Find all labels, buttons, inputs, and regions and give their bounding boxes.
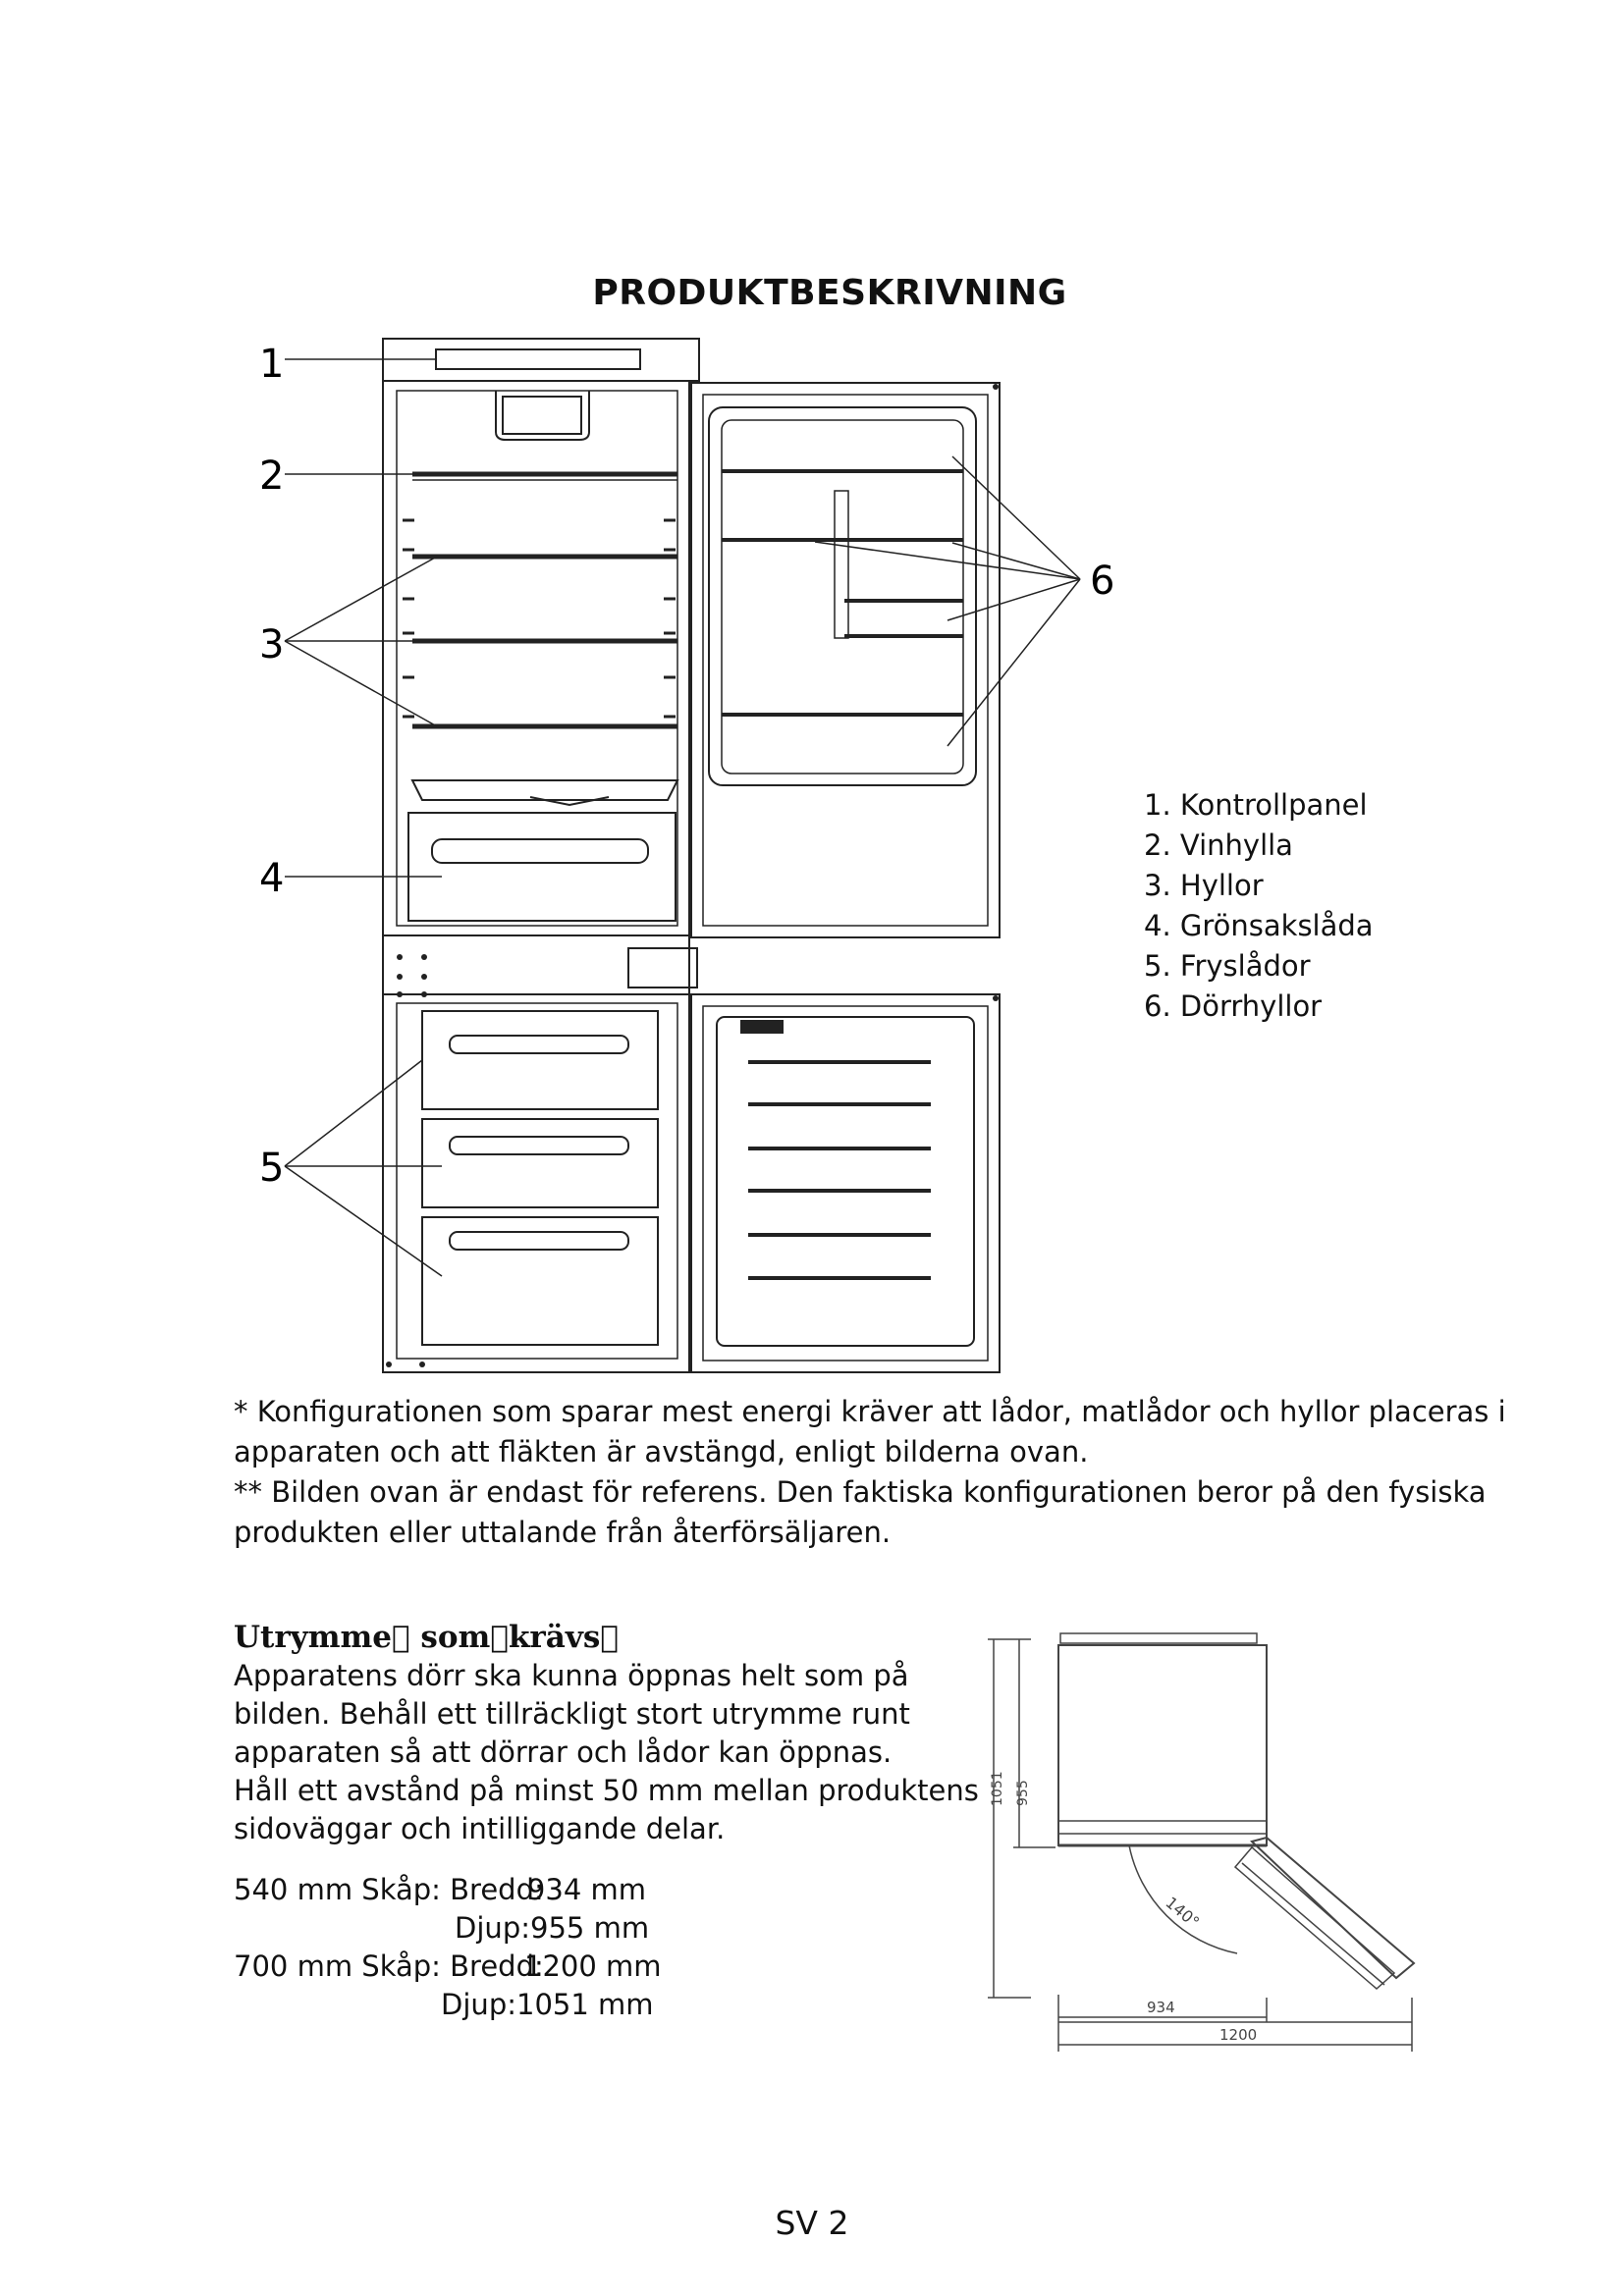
dim-value: 934 mm <box>526 1873 646 1906</box>
dim-value: 1051 mm <box>516 1988 654 2021</box>
legend-item: 1. Kontrollpanel <box>1144 788 1368 822</box>
notes <box>234 1392 1506 1553</box>
dim-955: 955 <box>1015 1780 1031 1806</box>
door-angle: 140° <box>1162 1893 1204 1932</box>
dim-row <box>234 1909 650 1948</box>
note-line: ** Bilden ovan är endast för referens. Den faktiska konfigurationen beror på den fysiska <box>234 1475 1487 1509</box>
space-line: sidoväggar och intilliggande delar. <box>234 1812 726 1845</box>
legend-item: 4. Grönsakslåda <box>1144 909 1374 942</box>
note-line: produkten eller uttalande från återförsäljaren. <box>234 1516 892 1549</box>
callout-1: 1 <box>259 342 285 387</box>
legend-item: 2. Vinhylla <box>1144 828 1293 862</box>
dim-1200: 1200 <box>1219 2026 1258 2044</box>
dim-1051: 1051 <box>990 1771 1005 1806</box>
cabinet-dimensions <box>234 1871 662 2024</box>
space-paragraph <box>234 1657 979 1848</box>
callout-6: 6 <box>1090 559 1115 604</box>
space-line: Håll ett avstånd på minst 50 mm mellan produktens <box>234 1774 979 1807</box>
callout-3: 3 <box>259 622 285 667</box>
clearance-diagram <box>972 1610 1443 2081</box>
callout-5: 5 <box>259 1146 285 1191</box>
space-line: bilden. Behåll ett tillräckligt stort utrymme runt <box>234 1697 910 1731</box>
dim-label: 540 mm Skåp: Bredd: <box>234 1873 544 1906</box>
legend-item: 6. Dörrhyllor <box>1144 989 1323 1023</box>
dim-row <box>234 1871 646 1909</box>
dim-row <box>234 1948 662 1986</box>
parts-legend <box>1144 785 1374 1027</box>
space-heading: Utrymme  som krävs  <box>234 1620 619 1655</box>
legend-item: 3. Hyllor <box>1144 869 1264 902</box>
page-number: SV 2 <box>775 2204 849 2242</box>
legend-item: 5. Fryslådor <box>1144 949 1311 983</box>
space-line: Apparatens dörr ska kunna öppnas helt som på <box>234 1659 909 1692</box>
note-line: * Konfigurationen som sparar mest energi kräver att lådor, matlådor och hyllor placeras i <box>234 1395 1506 1428</box>
note-line: apparaten och att fläkten är avstängd, enligt bilderna ovan. <box>234 1435 1089 1468</box>
callout-2: 2 <box>259 454 285 499</box>
dim-label: 700 mm Skåp: Bredd: <box>234 1949 544 1983</box>
dim-label: Djup: <box>441 1988 516 2021</box>
page-title: PRODUKTBESKRIVNING <box>592 273 1067 313</box>
fridge-body <box>383 381 689 935</box>
space-line: apparaten så att dörrar och lådor kan öppnas. <box>234 1735 893 1769</box>
dim-934: 934 <box>1147 1999 1175 2016</box>
dim-value: 955 mm <box>530 1911 650 1945</box>
dim-label: Djup: <box>455 1911 530 1945</box>
dim-value: 1200 mm <box>524 1949 662 1983</box>
callout-4: 4 <box>259 856 285 901</box>
control-panel-display <box>436 349 640 369</box>
dim-row <box>234 1986 654 2024</box>
